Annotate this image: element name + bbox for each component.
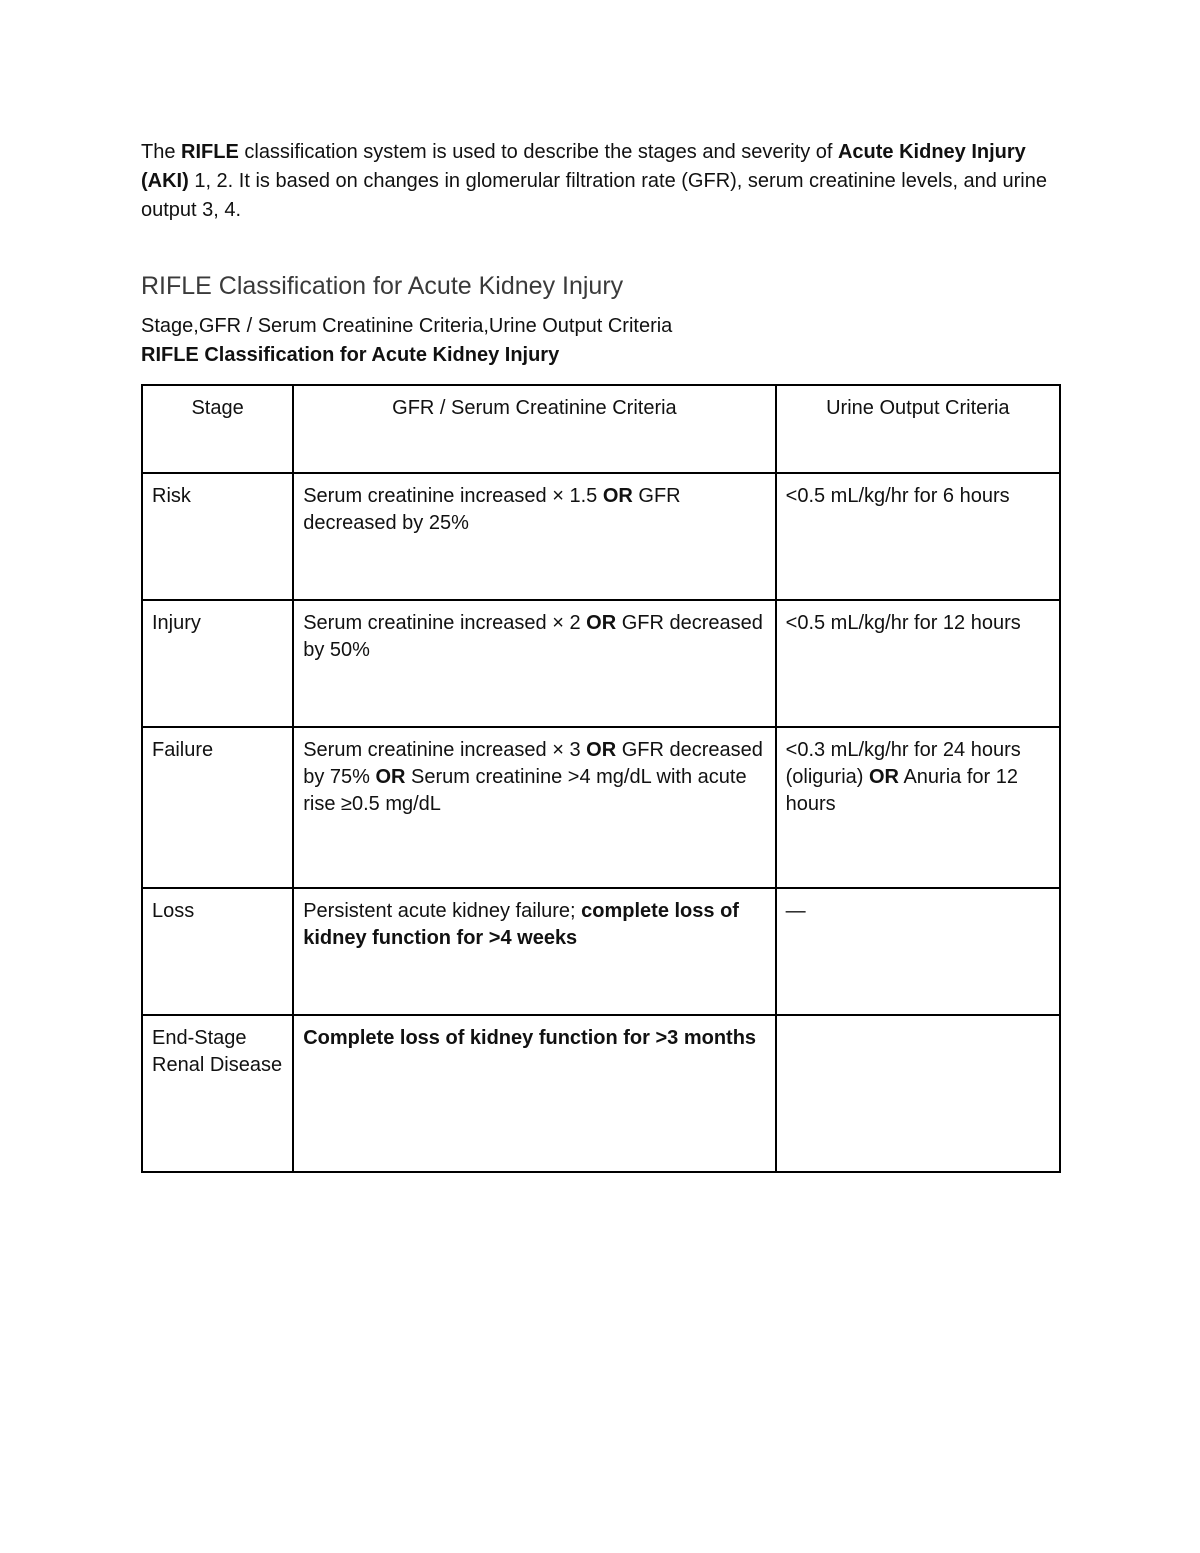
table-row-esrd	[142, 1015, 1060, 1172]
table-header-row	[142, 385, 1060, 473]
gfr-cell	[293, 600, 775, 727]
or-keyword: OR	[375, 766, 406, 788]
urine-cell	[776, 1015, 1060, 1172]
urine-cell: —	[776, 888, 1060, 1015]
gfr-strong-text: complete loss of kidney function for >4 weeks	[303, 900, 739, 949]
header-urine-criteria: Urine Output Criteria	[776, 385, 1060, 473]
table-row-injury	[142, 600, 1060, 727]
urine-cell: <0.5 mL/kg/hr for 6 hours	[776, 473, 1060, 600]
gfr-text: Persistent acute kidney failure;	[303, 900, 582, 922]
gfr-text: Serum creatinine >4 mg/dL with acute rise ≥0.5 mg/dL	[303, 766, 747, 815]
urine-text: Anuria for 12 hours	[785, 766, 1018, 815]
stage-cell: Risk	[142, 473, 293, 600]
document-page	[141, 138, 1061, 1076]
stage-cell: Loss	[142, 888, 293, 1015]
urine-text: <0.3 mL/kg/hr for 24 hours (oliguria)	[785, 739, 1021, 788]
header-gfr-criteria: GFR / Serum Creatinine Criteria	[293, 385, 775, 473]
urine-cell: <0.5 mL/kg/hr for 12 hours	[776, 600, 1060, 727]
gfr-text: Serum creatinine increased × 1.5	[303, 485, 603, 507]
stage-cell: Injury	[142, 600, 293, 727]
intro-text: The	[141, 141, 182, 163]
gfr-text: Serum creatinine increased × 3	[303, 739, 587, 761]
table-row-risk	[142, 473, 1060, 600]
gfr-text: GFR decreased by 25%	[303, 485, 681, 534]
gfr-cell	[293, 888, 775, 1015]
gfr-strong-text: Complete loss of kidney function for >3 months	[303, 1027, 757, 1049]
or-keyword: OR	[586, 612, 617, 634]
section-heading: RIFLE Classification for Acute Kidney Injury	[141, 272, 624, 300]
gfr-text: GFR decreased by 50%	[303, 612, 763, 661]
gfr-text: Serum creatinine increased × 2	[303, 612, 587, 634]
urine-cell	[776, 727, 1060, 888]
stage-cell: Failure	[142, 727, 293, 888]
rifle-table	[141, 384, 1061, 1173]
or-keyword: OR	[586, 739, 617, 761]
gfr-cell	[293, 1015, 775, 1172]
stage-cell: End-Stage Renal Disease	[142, 1015, 293, 1172]
intro-text: 1, 2. It is based on changes in glomerular filtration rate (GFR), serum creatinine levels, and urine output 3, 4.	[141, 170, 1047, 221]
header-stage: Stage	[142, 385, 293, 473]
table-row-loss	[142, 888, 1060, 1015]
intro-aki-term: Acute Kidney Injury (AKI)	[141, 141, 1026, 192]
intro-rifle-term: RIFLE	[181, 141, 239, 163]
gfr-cell	[293, 473, 775, 600]
table-caption: RIFLE Classification for Acute Kidney Injury	[141, 344, 560, 366]
or-keyword: OR	[602, 485, 633, 507]
or-keyword: OR	[869, 766, 899, 788]
intro-text: classification system is used to describe the stages and severity of	[238, 141, 838, 163]
intro-paragraph	[141, 138, 1061, 225]
gfr-cell	[293, 727, 775, 888]
table-row-failure	[142, 727, 1060, 888]
csv-header-line: Stage,GFR / Serum Creatinine Criteria,Urine Output Criteria	[141, 315, 673, 337]
gfr-text: GFR decreased by 75%	[303, 739, 763, 788]
